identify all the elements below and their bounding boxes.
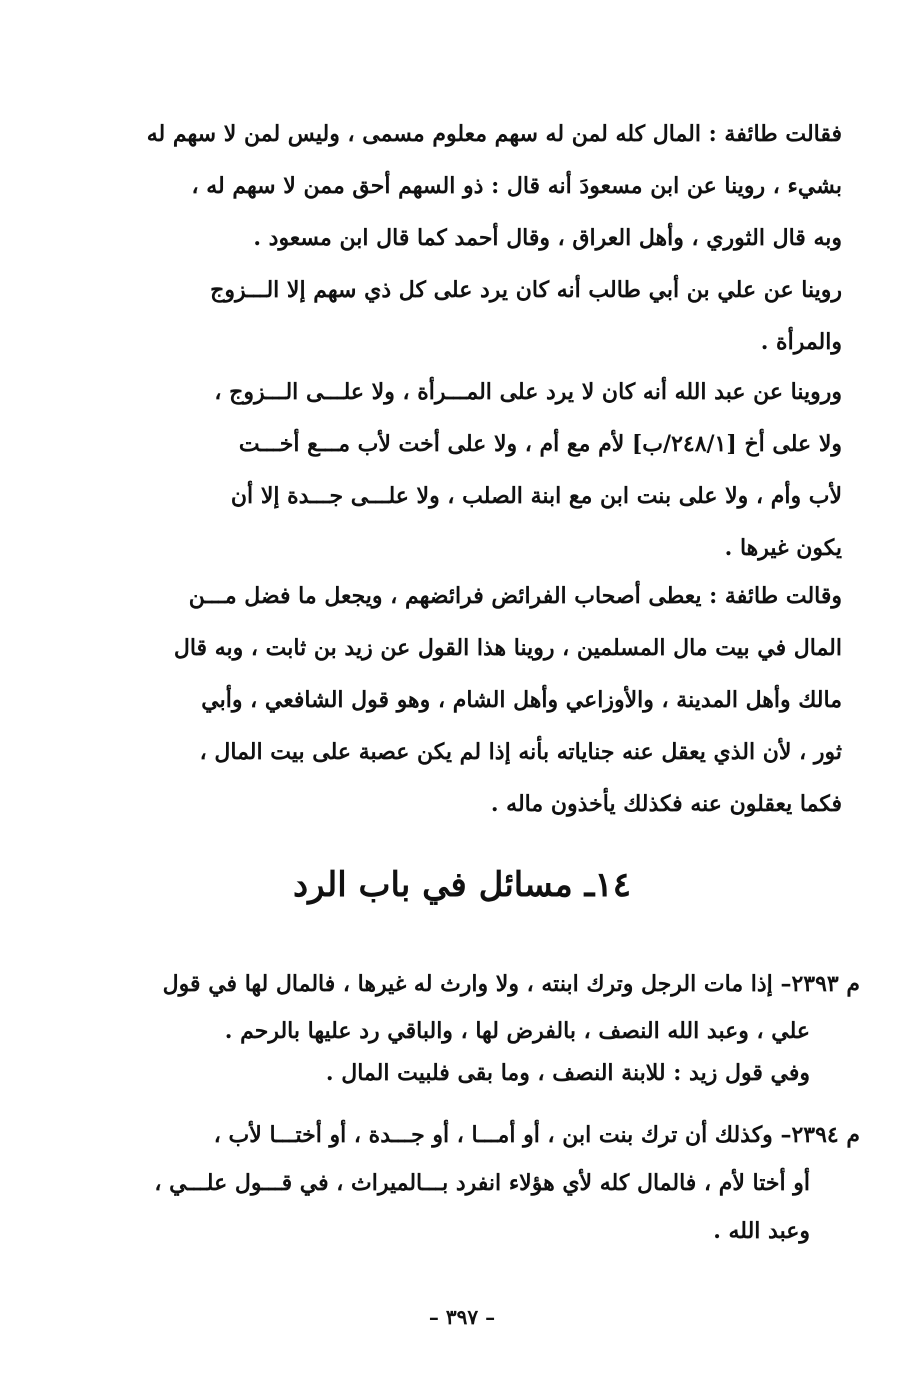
paragraph-opinion-first-group: [110, 108, 842, 264]
text-line: وروينا عن عبد الله أنه كان لا يرد على المـــرأة ، ولا علـــى الـــزوج ،: [214, 379, 842, 405]
text-line: م ٢٣٩٤– وكذلك أن ترك بنت ابن ، أو أمـــا ، أو جـــدة ، أو أختـــا لأب ،: [213, 1122, 860, 1148]
text-line: ولا على أخ [٢٤٨/١/ب] لأم مع أم ، ولا على أخت لأب مـــع أخـــت: [238, 431, 842, 457]
text-line: أو أختا لأم ، فالمال كله لأي هؤلاء انفرد بـــالميراث ، في قـــول علـــي ،: [154, 1170, 810, 1196]
paragraph-ali-narration: [110, 264, 842, 368]
page-number: – ٣٩٧ –: [428, 1305, 496, 1329]
entry-2394: [110, 1112, 860, 1254]
text-line: وعبد الله .: [713, 1218, 810, 1244]
text-line: علي ، وعبد الله النصف ، بالفرض لها ، والباقي رد عليها بالرحم .: [224, 1018, 810, 1044]
text-line: فقالت طائفة : المال كله لمن له سهم معلوم مسمى ، وليس لمن لا سهم له: [146, 121, 842, 147]
text-line: والمرأة .: [760, 329, 842, 355]
text-line: وفي قول زيد : للابنة النصف ، وما بقى فلبيت المال .: [325, 1060, 810, 1086]
paragraph-opinion-second-group: [110, 570, 842, 830]
section-heading: ١٤ـ مسائل في باب الرد: [292, 865, 632, 905]
text-line: لأب وأم ، ولا على بنت ابن مع ابنة الصلب ، ولا علـــى جـــدة إلا أن: [230, 483, 842, 509]
text-line: م ٢٣٩٣– إذا مات الرجل وترك ابنته ، ولا وارث له غيرها ، فالمال لها في قول: [162, 971, 860, 997]
text-line: المال في بيت مال المسلمين ، روينا هذا القول عن زيد بن ثابت ، وبه قال: [173, 635, 842, 661]
text-line: وبه قال الثوري ، وأهل العراق ، وقال أحمد كما قال ابن مسعود .: [253, 225, 842, 251]
paragraph-abdullah-narration: [110, 366, 842, 574]
text-line: بشيء ، روينا عن ابن مسعودَ أنه قال : ذو السهم أحق ممن لا سهم له ،: [191, 173, 842, 199]
text-line: وقالت طائفة : يعطى أصحاب الفرائض فرائضهم ، ويجعل ما فضل مـــن: [188, 583, 842, 609]
text-line: يكون غيرها .: [724, 535, 842, 561]
text-line: روينا عن علي بن أبي طالب أنه كان يرد على كل ذي سهم إلا الـــزوج: [210, 277, 842, 303]
entry-2393: [110, 958, 860, 1094]
text-line: مالك وأهل المدينة ، والأوزاعي وأهل الشام ، وهو قول الشافعي ، وأبي: [201, 687, 842, 713]
text-line: ثور ، لأن الذي يعقل عنه جناياته بأنه إذا لم يكن عصبة على بيت المال ،: [199, 739, 842, 765]
text-line: فكما يعقلون عنه فكذلك يأخذون ماله .: [490, 791, 842, 817]
